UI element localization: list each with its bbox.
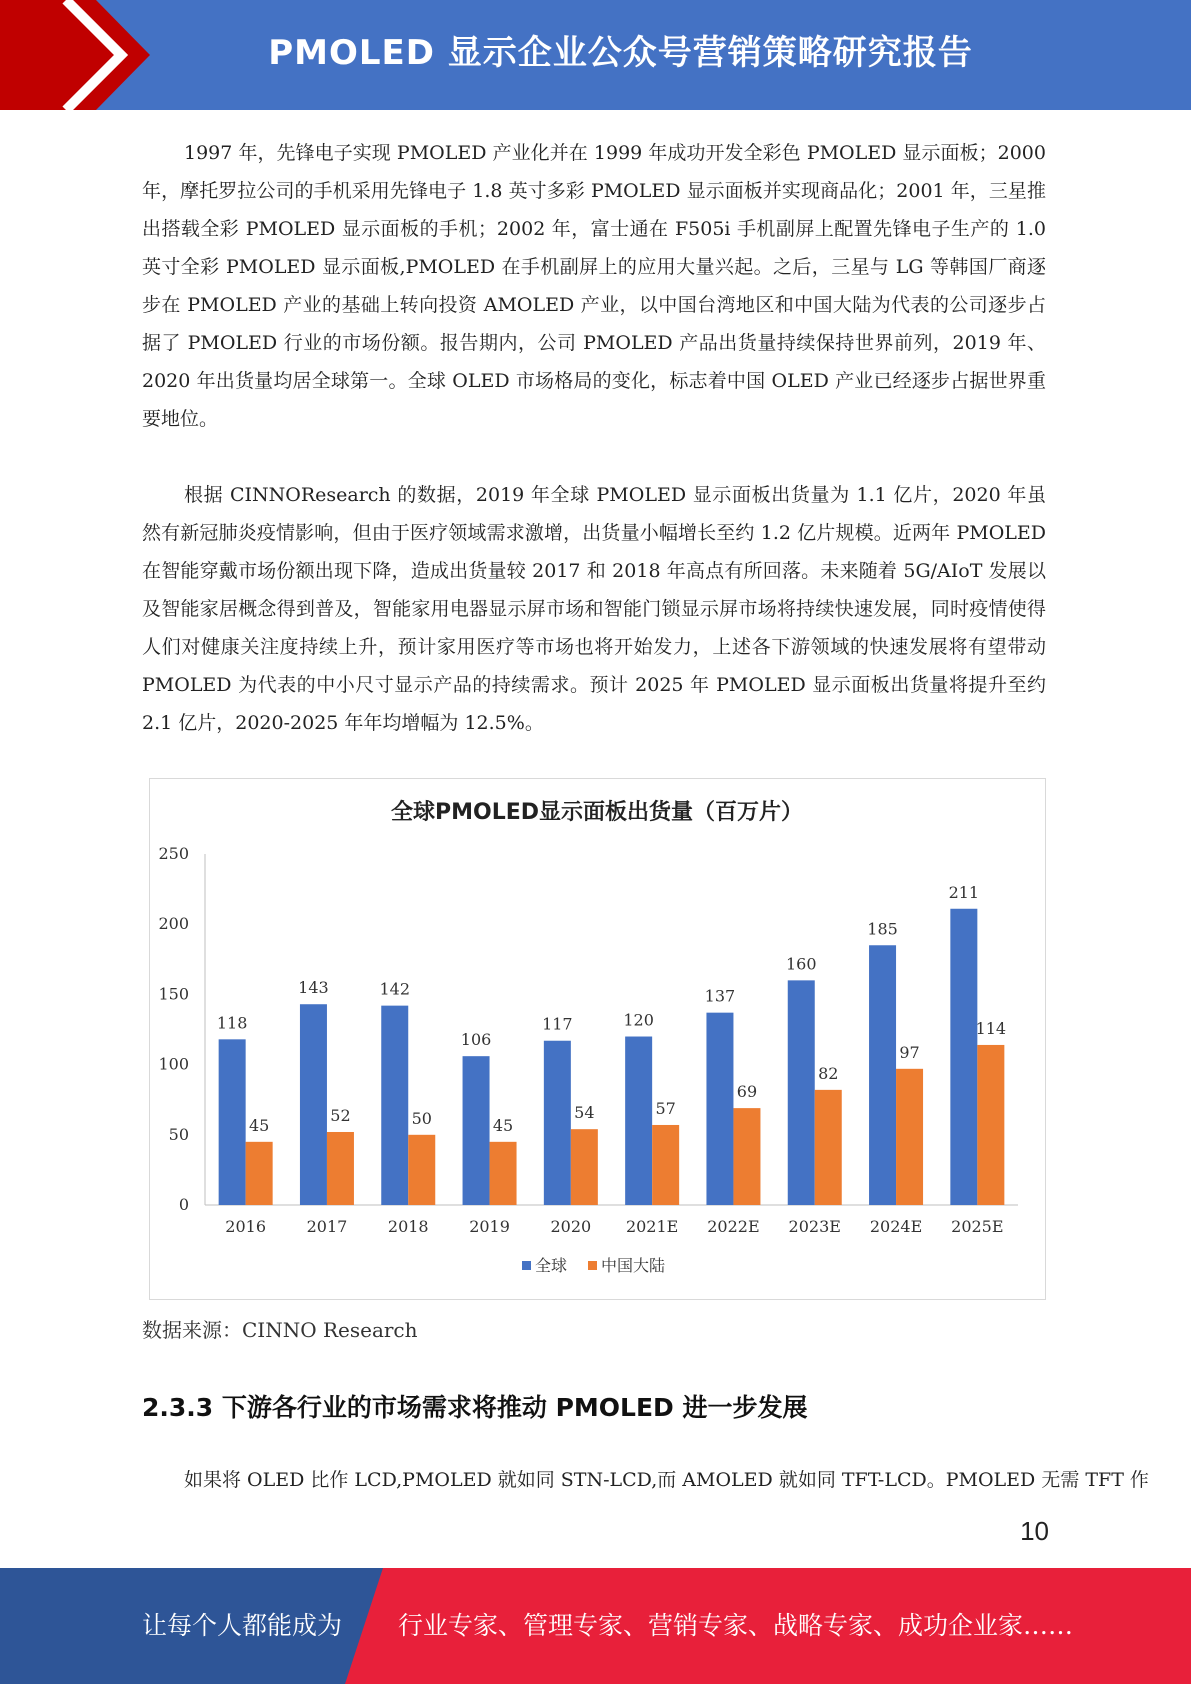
bar-china	[815, 1090, 842, 1205]
footer-roles: 行业专家、管理专家、营销专家、战略专家、成功企业家……	[398, 1611, 1074, 1640]
bar-global	[869, 945, 896, 1205]
y-tick-label: 150	[158, 984, 189, 1004]
bar-value-label: 50	[411, 1108, 432, 1128]
data-source: 数据来源：CINNO Research	[142, 1318, 418, 1342]
chart-canvas	[150, 779, 1045, 1299]
document-title: PMOLED 显示企业公众号营销策略研究报告	[268, 33, 973, 73]
page-number: 10	[1020, 1516, 1049, 1546]
bar-global	[788, 980, 815, 1205]
bar-value-label: 137	[704, 986, 736, 1006]
section-heading: 2.3.3 下游各行业的市场需求将推动 PMOLED 进一步发展	[142, 1393, 808, 1422]
x-tick-label: 2018	[387, 1217, 429, 1236]
x-tick-label: 2016	[225, 1217, 267, 1236]
bar-china	[652, 1125, 679, 1205]
x-tick-label: 2022E	[707, 1217, 760, 1236]
bar-value-label: 120	[623, 1010, 654, 1030]
bar-value-label: 97	[899, 1042, 920, 1062]
bar-value-label: 118	[216, 1013, 248, 1033]
bar-global	[544, 1041, 571, 1205]
bar-value-label: 160	[785, 954, 817, 974]
bar-value-label: 117	[542, 1014, 573, 1034]
bar-value-label: 185	[867, 919, 898, 939]
bar-value-label: 211	[948, 882, 980, 902]
header-arrow-decoration	[0, 0, 150, 110]
bar-value-label: 69	[736, 1082, 758, 1102]
bar-value-label: 57	[655, 1098, 676, 1118]
legend-label: 中国大陆	[601, 1256, 666, 1275]
bar-china	[977, 1045, 1004, 1205]
x-tick-label: 2025E	[951, 1217, 1004, 1236]
bar-global	[463, 1056, 490, 1205]
chart-bars	[217, 883, 1006, 1205]
bar-global	[706, 1013, 733, 1205]
bar-global	[381, 1006, 408, 1205]
paragraph: 根据 CINNOResearch 的数据，2019 年全球 PMOLED 显示面板出货量为 1.1 亿片，2020 年虽然有新冠肺炎疫情影响，但由于医疗领域需求激增，出货量小幅增长至约 1.2 亿片规模。近两年 PMOLED 在智能穿戴市场份额出现下降，造成出货量较 2017 和 2018 年高点有所回落。未来随着 5G/AIoT 发展以及智能家居概念得到普及，智能家用电器显示屏市场和智能门锁显示屏市场将持续快速发展，同时疫情使得人们对健康关注度持续上升，预计家用医疗等市场也将开始发力，上述各下游领域的快速发展将有望带动 PMOLED 为代表的中小尺寸显示产品的持续需求。预计 2025 年 PMOLED 显示面板出货量将提升至约 2.1 亿片，2020-2025 年年均增幅为 12.5%。	[142, 484, 1046, 734]
chart-title: 全球PMOLED显示面板出货量（百万片）	[390, 800, 804, 825]
bar-value-label: 114	[975, 1018, 1007, 1038]
page-header	[0, 0, 1191, 110]
y-tick-label: 200	[158, 914, 189, 934]
bar-global	[625, 1037, 652, 1205]
shipment-chart	[149, 778, 1046, 1300]
x-tick-label: 2020	[550, 1217, 592, 1236]
x-tick-label: 2019	[469, 1217, 510, 1236]
x-tick-label: 2021E	[625, 1217, 679, 1236]
footer-slogan: 让每个人都能成为	[142, 1611, 343, 1640]
bar-value-label: 106	[460, 1030, 492, 1050]
chart-legend	[522, 1256, 665, 1275]
bar-china	[733, 1108, 760, 1205]
body-text	[142, 134, 1046, 742]
legend-swatch	[522, 1261, 531, 1270]
paragraph: 1997 年，先锋电子实现 PMOLED 产业化并在 1999 年成功开发全彩色 PMOLED 显示面板；2000 年，摩托罗拉公司的手机采用先锋电子 1.8 英寸多彩 PMOLED 显示面板并实现商品化；2001 年，三星推出搭载全彩 PMOLED 显示面板的手机；2002 年，富士通在 F505i 手机副屏上配置先锋电子生产的 1.0 英寸全彩 PMOLED 显示面板,PMOLED 在手机副屏上的应用大量兴起。之后，三星与 LG 等韩国厂商逐步在 PMOLED 产业的基础上转向投资 AMOLED 产业，以中国台湾地区和中国大陆为代表的公司逐步占据了 PMOLED 行业的市场份额。报告期内，公司 PMOLED 产品出货量持续保持世界前列，2019 年、2020 年出货量均居全球第一。全球 OLED 市场格局的变化，标志着中国 OLED 产业已经逐步占据世界重要地位。	[142, 142, 1046, 430]
y-tick-label: 250	[158, 844, 189, 863]
y-tick-label: 100	[158, 1054, 189, 1074]
bar-value-label: 45	[248, 1115, 270, 1135]
bar-global	[219, 1039, 246, 1205]
bar-china	[327, 1132, 354, 1205]
bar-china	[896, 1069, 923, 1205]
bar-value-label: 54	[574, 1103, 595, 1123]
x-tick-label: 2024E	[869, 1217, 923, 1236]
bar-china	[571, 1129, 598, 1205]
x-tick-label: 2017	[306, 1217, 348, 1236]
y-tick-label: 50	[168, 1124, 189, 1144]
legend-swatch	[588, 1261, 597, 1270]
bar-value-label: 143	[298, 978, 329, 998]
page-footer	[0, 1568, 1191, 1684]
bar-global	[950, 909, 977, 1205]
bar-value-label: 45	[492, 1115, 514, 1135]
x-tick-label: 2023E	[788, 1217, 841, 1236]
bar-china	[408, 1135, 435, 1205]
bar-china	[246, 1142, 273, 1205]
paragraph: 如果将 OLED 比作 LCD,PMOLED 就如同 STN-LCD,而 AMOLED 就如同 TFT-LCD。PMOLED 无需 TFT 作	[184, 1469, 1149, 1491]
bar-china	[490, 1142, 517, 1205]
bar-value-label: 52	[330, 1105, 351, 1125]
legend-label: 全球	[535, 1256, 568, 1275]
bar-value-label: 82	[818, 1063, 839, 1083]
bar-global	[300, 1004, 327, 1205]
y-tick-label: 0	[178, 1195, 189, 1214]
bar-value-label: 142	[379, 979, 411, 999]
